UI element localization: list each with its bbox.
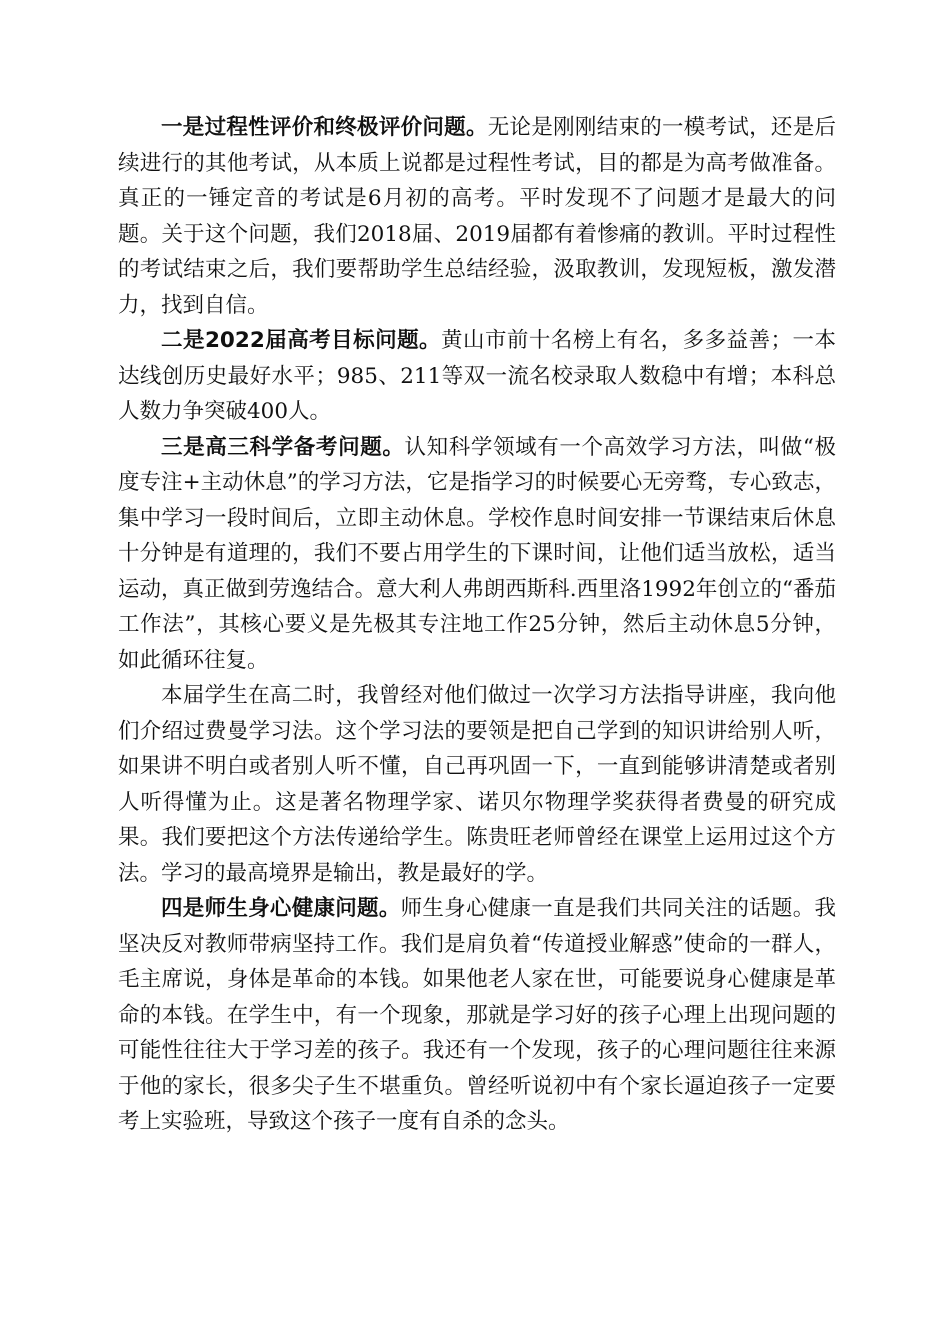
paragraph-1 (118, 110, 836, 323)
paragraph-1-heading: 一是过程性评价和终极评价问题。 (161, 115, 488, 140)
paragraph-3-body: 认知科学领域有一个高效学习方法，叫做“极度专注+主动休息”的学习方法，它是指学习的时候要心无旁骛，专心致志，集中学习一段时间后，立即主动休息。学校作息时间安排一节课结束后休息十分钟是有道理的，我们不要占用学生的下课时间，让他们适当放松，适当运动，真正做到劳逸结合。意大利人弗朗西斯科.西里洛1992年创立的“番茄工作法”，其核心要义是先极其专注地工作25分钟，然后主动休息5分钟，如此循环往复。 (118, 434, 836, 673)
paragraph-4-body: 本届学生在高二时，我曾经对他们做过一次学习方法指导讲座，我向他们介绍过费曼学习法。这个学习法的要领是把自己学到的知识讲给别人听，如果讲不明白或者别人听不懂，自己再巩固一下，一直到能够讲清楚或者别人听得懂为止。这是著名物理学家、诺贝尔物理学奖获得者费曼的研究成果。我们要把这个方法传递给学生。陈贵旺老师曾经在课堂上运用过这个方法。学习的最高境界是输出，教是最好的学。 (118, 683, 836, 886)
paragraph-1-body: 无论是刚刚结束的一模考试，还是后续进行的其他考试，从本质上说都是过程性考试，目的都是为高考做准备。真正的一锤定音的考试是6月初的高考。平时发现不了问题才是最大的问题。关于这个问题，我们2018届、2019届都有着惨痛的教训。平时过程性的考试结束之后，我们要帮助学生总结经验，汲取教训，发现短板，激发潜力，找到自信。 (118, 115, 836, 318)
paragraph-3 (118, 430, 836, 679)
paragraph-2-heading: 二是2022届高考目标问题。 (161, 328, 442, 353)
paragraph-2 (118, 323, 836, 430)
paragraph-5-body: 师生身心健康一直是我们共同关注的话题。我坚决反对教师带病坚持工作。我们是肩负着“传道授业解惑”使命的一群人，毛主席说，身体是革命的本钱。如果他老人家在世，可能要说身心健康是革命的本钱。在学生中，有一个现象，那就是学习好的孩子心理上出现问题的可能性往往大于学习差的孩子。我还有一个发现，孩子的心理问题往往来源于他的家长，很多尖子生不堪重负。曾经听说初中有个家长逼迫孩子一定要考上实验班，导致这个孩子一度有自杀的念头。 (118, 896, 836, 1134)
paragraph-4 (118, 678, 836, 891)
document-page (118, 110, 836, 1140)
paragraph-3-heading: 三是高三科学备考问题。 (161, 434, 405, 460)
paragraph-2-body: 黄山市前十名榜上有名，多多益善；一本达线创历史最好水平；985、211等双一流名校录取人数稳中有增；本科总人数力争突破400人。 (118, 328, 836, 424)
paragraph-5 (118, 891, 836, 1140)
paragraph-5-heading: 四是师生身心健康问题。 (161, 896, 401, 921)
